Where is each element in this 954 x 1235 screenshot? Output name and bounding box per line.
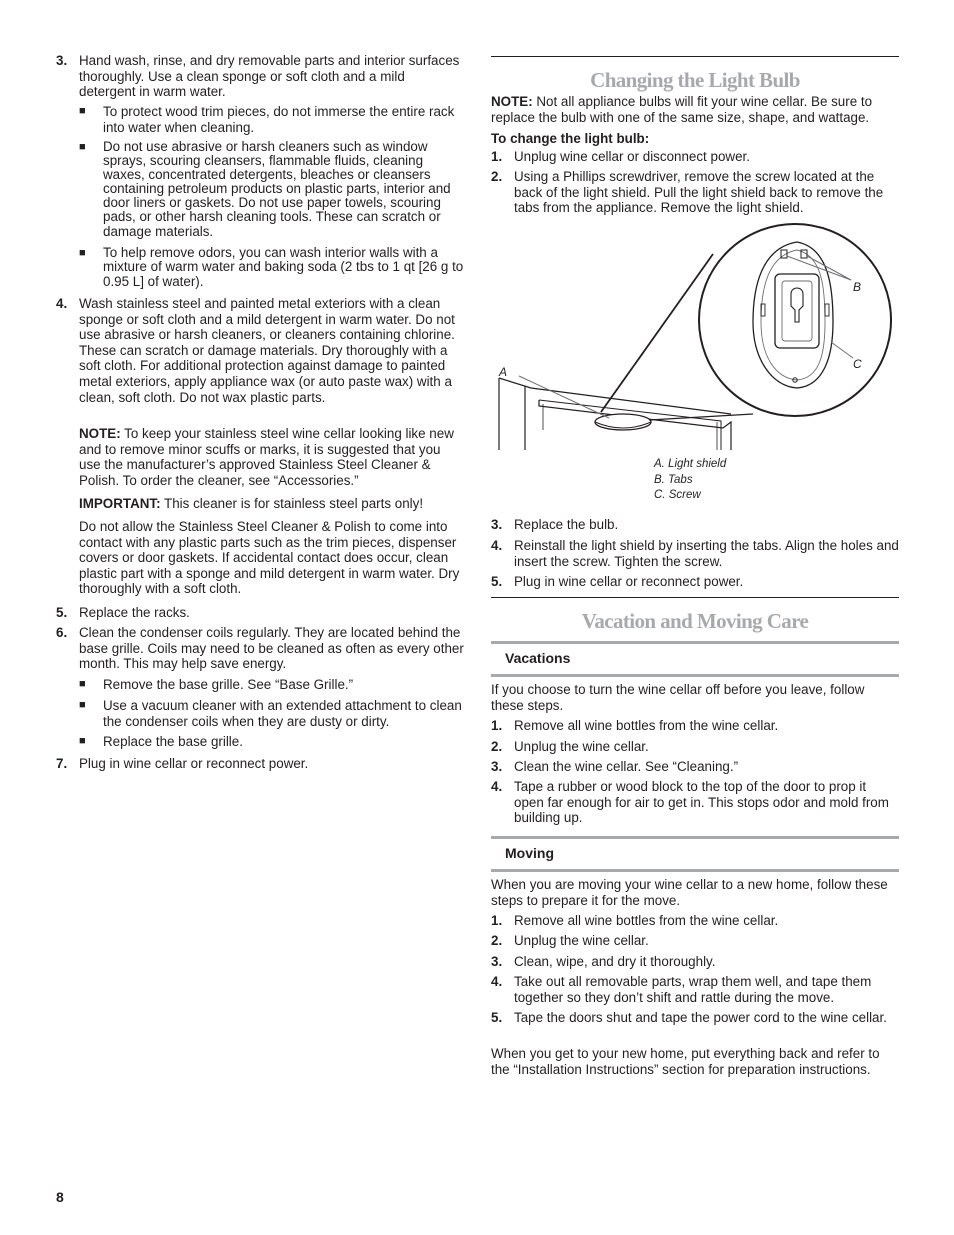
step-text: Unplug wine cellar or disconnect power. <box>514 149 750 164</box>
step-number: 5. <box>491 574 503 589</box>
moving-outro: When you get to your new home, put everything back and refer to the “Installation Instructions” section for preparation instructions. <box>491 1046 880 1077</box>
step-number: 2. <box>491 739 503 754</box>
bullet-text: Use a vacuum cleaner with an extended attachment to clean the condenser coils when they are dusty or dirty. <box>103 698 462 729</box>
step-text: Clean, wipe, and dry it thoroughly. <box>514 954 716 969</box>
step-number: 5. <box>491 1010 503 1025</box>
step-text: Wash stainless steel and painted metal exteriors with a clean sponge or soft cloth and a mild detergent in warm water. Do not use abrasive or harsh cleaners, or cleaners containing chlorine. These can scratch or damage materials. Dry thoroughly with a soft cloth. For additional protection against damage to painted metal exteriors, apply appliance wax (or auto paste wax) with a clean, soft cloth. Do not wax plastic parts. <box>79 296 455 405</box>
note-paragraph <box>491 94 899 125</box>
step-number: 1. <box>491 718 503 733</box>
section-rule <box>491 56 899 57</box>
vacations-intro: If you choose to turn the wine cellar off before you leave, follow these steps. <box>491 682 865 713</box>
note-label: NOTE: <box>79 426 121 441</box>
bullet-text: To protect wood trim pieces, do not immerse the entire rack into water when cleaning. <box>103 104 455 135</box>
vacations-heading: Vacations <box>505 650 571 666</box>
step-number: 4. <box>491 974 503 989</box>
step-number: 4. <box>491 779 503 794</box>
step-number: 2. <box>491 933 503 948</box>
step-text: Remove all wine bottles from the wine cellar. <box>514 718 779 733</box>
step-number: 3. <box>491 954 503 969</box>
bullet-square-icon: ■ <box>79 247 86 259</box>
vacations-subheading-bar <box>491 641 899 677</box>
page-number: 8 <box>56 1189 64 1205</box>
step-number: 5. <box>56 605 68 620</box>
bullet-square-icon: ■ <box>79 141 86 153</box>
important-label: IMPORTANT: <box>79 496 161 511</box>
vacation-section-title: Vacation and Moving Care <box>581 609 809 633</box>
step-text: Clean the condenser coils regularly. They are located behind the base grille. Coils may need to be cleaned as often as every other month. This may help save energy. <box>79 625 464 672</box>
step-text: Clean the wine cellar. See “Cleaning.” <box>514 759 739 774</box>
step-number: 4. <box>491 538 503 553</box>
step-text: Take out all removable parts, wrap them well, and tape them together so they don’t shift and rattle during the move. <box>514 974 872 1005</box>
step-number: 2. <box>491 169 503 184</box>
light-shield-diagram <box>491 218 899 456</box>
step-number: 7. <box>56 756 68 771</box>
bullet-text: Remove the base grille. See “Base Grille.” <box>103 677 354 692</box>
step-number: 4. <box>56 296 68 311</box>
label-a: A <box>499 365 508 379</box>
step-text: Plug in wine cellar or reconnect power. <box>514 574 744 589</box>
important-text: This cleaner is for stainless steel parts only! <box>160 496 424 511</box>
moving-heading: Moving <box>505 845 554 861</box>
step-number: 6. <box>56 625 68 640</box>
bullet-square-icon: ■ <box>79 699 86 711</box>
bullet-text: To help remove odors, you can wash interior walls with a mixture of warm water and baking soda (2 tbs to 1 qt [26 g to 0.95 L] of water). <box>103 245 464 289</box>
note-paragraph <box>79 426 464 488</box>
caption-light-shield: A. Light shield <box>654 458 727 470</box>
step-number: 3. <box>56 53 68 68</box>
note-text: Not all appliance bulbs will fit your wine cellar. Be sure to replace the bulb with one of the same size, shape, and wattage. <box>491 94 873 125</box>
step-number: 3. <box>491 759 503 774</box>
step-text: Using a Phillips screwdriver, remove the screw located at the back of the light shield. Pull the light shield back to remove the tabs from the appliance. Remove the light shield. <box>514 169 884 216</box>
note-text: To keep your stainless steel wine cellar looking like new and to remove minor scuffs or marks, it is suggested that you use the manufacturer’s approved Stainless Steel Cleaner & Polish. To order the cleaner, see “Accessories.” <box>79 426 454 488</box>
step-text: Unplug the wine cellar. <box>514 933 649 948</box>
step-text: Plug in wine cellar or reconnect power. <box>79 756 309 771</box>
change-bulb-heading: To change the light bulb: <box>491 131 650 146</box>
step-text: Remove all wine bottles from the wine cellar. <box>514 913 779 928</box>
step-number: 1. <box>491 913 503 928</box>
step-text: Tape the doors shut and tape the power cord to the wine cellar. <box>514 1010 887 1025</box>
section-rule <box>491 597 899 598</box>
bullet-square-icon: ■ <box>79 735 86 747</box>
step-text: Hand wash, rinse, and dry removable parts and interior surfaces thoroughly. Use a clean sponge or soft cloth and a mild detergent in warm water. <box>79 53 460 100</box>
note-label: NOTE: <box>491 94 533 109</box>
caption-screw: C. Screw <box>654 489 701 501</box>
step-number: 3. <box>491 517 503 532</box>
caption-tabs: B. Tabs <box>654 474 693 486</box>
bullet-text: Replace the base grille. <box>103 734 243 749</box>
bullet-square-icon: ■ <box>79 678 86 690</box>
step-text: Reinstall the light shield by inserting the tabs. Align the holes and insert the screw. Tighten the screw. <box>514 538 899 569</box>
step-number: 1. <box>491 149 503 164</box>
label-c: C <box>853 357 862 371</box>
step-text: Replace the racks. <box>79 605 190 620</box>
moving-subheading-bar <box>491 836 899 872</box>
cleaner-warning-paragraph: Do not allow the Stainless Steel Cleaner & Polish to come into contact with any plastic parts such as the trim pieces, dispenser covers or door gaskets. If accidental contact does occur, clean plastic part with a sponge and mild detergent in warm water. Dry thoroughly with a soft cloth. <box>79 519 460 597</box>
moving-intro: When you are moving your wine cellar to a new home, follow these steps to prepare it for the move. <box>491 877 888 908</box>
step-text: Unplug the wine cellar. <box>514 739 649 754</box>
bullet-square-icon: ■ <box>79 105 86 117</box>
label-b: B <box>853 280 862 294</box>
bullet-text: Do not use abrasive or harsh cleaners such as window sprays, scouring cleansers, flammable fluids, cleaning waxes, concentrated detergents, bleaches or cleansers containing petroleum products on plastic parts, interior and door liners or gaskets. Do not use paper towels, scouring pads, or other harsh cleaning tools. These can scratch or damage materials. <box>103 139 451 239</box>
step-text: Replace the bulb. <box>514 517 619 532</box>
important-paragraph <box>79 496 464 512</box>
step-text: Tape a rubber or wood block to the top of the door to prop it open far enough for air to get in. This stops odor and mold from building up. <box>514 779 889 826</box>
light-bulb-section-title: Changing the Light Bulb <box>590 68 800 92</box>
